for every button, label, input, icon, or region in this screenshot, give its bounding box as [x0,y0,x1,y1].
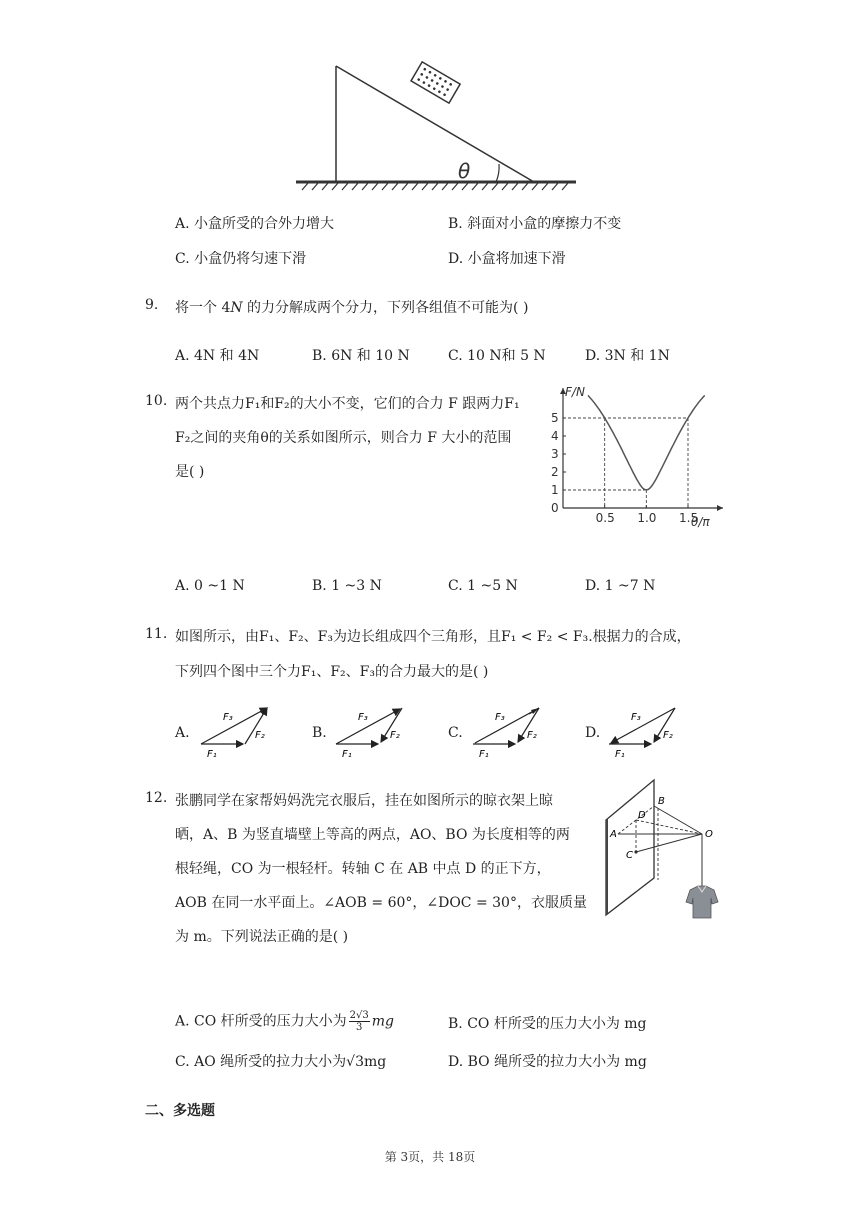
q11-option-b: B. [312,725,327,741]
q12-option-a [175,1010,394,1033]
q11-line2: 下列四个图中三个力F₁、F₂、F₃的合力最大的是( ) [175,664,489,680]
q8-option-d: D. 小盒将加速下滑 [448,251,566,267]
q10-option-b: B. 1 ~3 N [312,578,382,594]
q10-option-a: A. 0 ~1 N [175,578,245,594]
q8-option-c: C. 小盒仍将匀速下滑 [175,251,307,267]
y-tick-label: 0 [551,501,559,515]
q12-fig-o: O [705,829,713,840]
q11-b-f3: F₃ [358,712,368,723]
q10-line3: 是( ) [175,464,205,480]
q12-line5: 为 m。下列说法正确的是( ) [175,929,349,945]
q9-number: 9. [145,297,159,313]
q9-stem-a: 将一个 4 [175,300,231,316]
q11-d-f3: F₃ [631,712,641,723]
q11-c-f3: F₃ [495,712,505,723]
q12-option-a-frac-num: 2√3 [349,1010,369,1021]
q9-stem-unit: N [230,300,243,316]
q11-a-f3: F₃ [223,712,233,723]
chart-ylabel: F/N [565,385,585,399]
q12-option-b: B. CO 杆所受的压力大小为 mg [448,1016,647,1032]
y-tick-label: 1 [551,483,559,497]
q11-b-f2: F₂ [390,730,400,741]
q12-line1: 张鹏同学在家帮妈妈洗完衣服后，挂在如图所示的晾衣架上晾 [175,793,553,809]
q10-option-d: D. 1 ~7 N [585,578,656,594]
chart-xlabel: θ/π [691,515,710,529]
q8-incline-figure [290,60,580,195]
q11-a-f2: F₂ [255,730,265,741]
q12-line3: 根轻绳，CO 为一根轻杆。转轴 C 在 AB 中点 D 的正下方， [175,861,551,877]
section-title: 二、多选题 [145,1103,215,1119]
q9-option-c: C. 10 N和 5 N [448,348,546,364]
y-tick-label: 2 [551,465,559,479]
q12-fig-b: B [658,796,665,807]
q11-d-f1: F₁ [615,749,625,760]
q12-number: 12. [145,790,168,806]
q12-figure [598,770,728,920]
q12-option-c: C. AO 绳所受的拉力大小为√3mg [175,1054,387,1070]
q8-option-b: B. 斜面对小盒的摩擦力不变 [448,216,622,232]
q11-option-a: A. [175,725,190,741]
q11-option-d: D. [585,725,601,741]
y-tick-label: 3 [551,447,559,461]
page-footer: 第 3页，共 18页 [384,1150,476,1164]
q12-fig-a: A [610,829,617,840]
q12-option-a-text: A. CO 杆所受的压力大小为 [175,1013,347,1030]
q11-number: 11. [145,626,168,642]
q11-line1: 如图所示，由F₁、F₂、F₃为边长组成四个三角形，且F₁ < F₂ < F₃.根据力的合成， [175,629,691,645]
q11-c-f1: F₁ [479,749,489,760]
q8-angle-label: θ [458,159,471,183]
q12-option-a-frac-den: 3 [356,1022,363,1033]
q12-line2: 晒，A、B 为竖直墙壁上等高的两点，AO、BO 为长度相等的两 [175,827,570,843]
q12-fig-d: D [638,810,646,821]
q12-option-a-tail: mg [371,1013,395,1030]
x-tick-label: 1.5 [679,511,699,525]
q12-fig-c: C [626,850,633,861]
q10-line2: F₂之间的夹角θ的关系如图所示，则合力 F 大小的范围 [175,430,512,446]
q11-triangle-b [330,702,415,760]
q9-option-b: B. 6N 和 10 N [312,348,410,364]
series-curve [588,395,705,490]
q8-option-a: A. 小盒所受的合外力增大 [175,216,335,232]
y-tick-label: 5 [551,411,559,425]
q10-chart [535,380,730,530]
x-tick-label: 1.0 [637,511,657,525]
q11-c-f2: F₂ [527,730,537,741]
q9-option-a: A. 4N 和 4N [175,348,260,364]
q9-option-d: D. 3N 和 1N [585,348,670,364]
q12-line4: AOB 在同一水平面上。∠AOB = 60°，∠DOC = 30°，衣服质量 [175,895,587,911]
q11-a-f1: F₁ [207,749,217,760]
shirt-icon [686,886,718,918]
q12-option-d: D. BO 绳所受的拉力大小为 mg [448,1054,647,1070]
q11-option-c: C. [448,725,463,741]
q10-line1: 两个共点力F₁和F₂的大小不变，它们的合力 F 跟两力F₁ [175,396,520,412]
x-tick-label: 0.5 [595,511,615,525]
q11-triangle-a [195,702,280,760]
q11-triangle-c [467,702,552,760]
x-axis-arrow [717,505,723,511]
q9-stem [175,297,528,317]
q10-number: 10. [145,393,168,409]
q10-option-c: C. 1 ~5 N [448,578,518,594]
q11-d-f2: F₂ [663,730,673,741]
q9-stem-b: 的力分解成两个分力，下列各组值不可能为( ) [242,300,529,316]
q11-triangle-d [603,702,688,760]
q11-b-f1: F₁ [342,749,352,760]
y-tick-label: 4 [551,429,559,443]
